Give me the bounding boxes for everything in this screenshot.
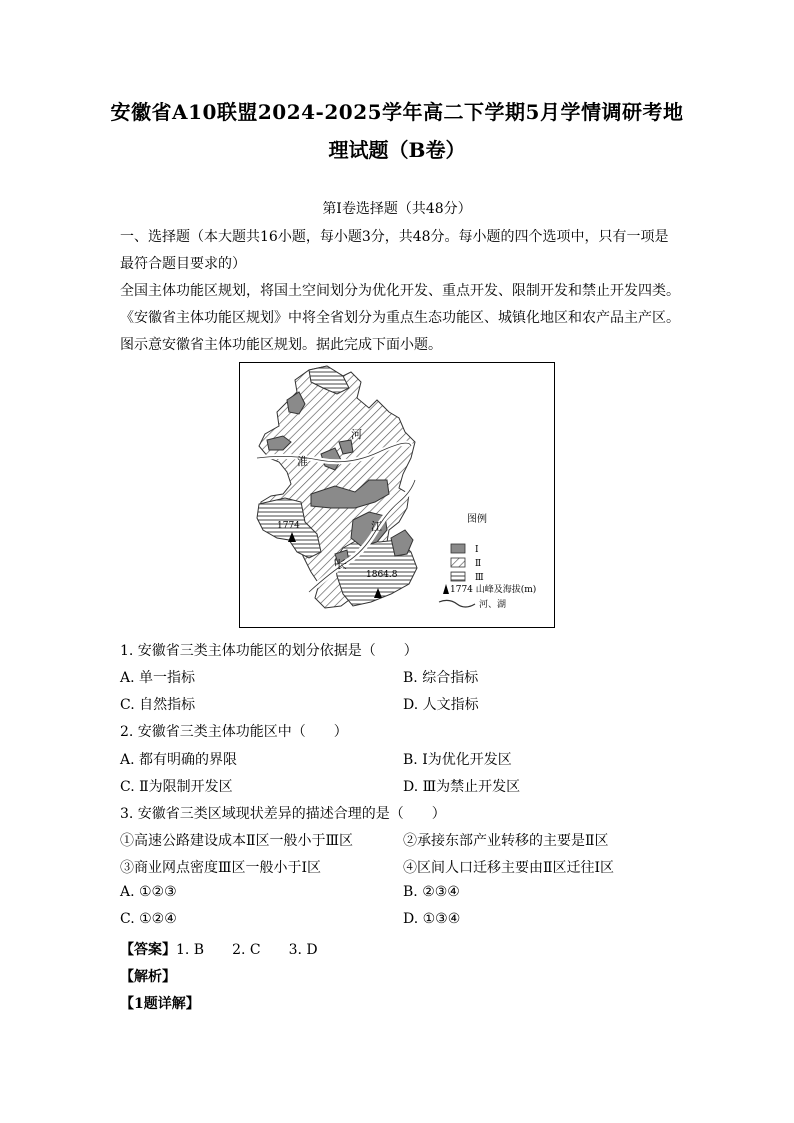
q1-option-a[interactable]: A. 单一指标 xyxy=(120,670,196,686)
instruction-line2: 最符合题目要求的） xyxy=(120,256,246,272)
q2-option-b[interactable]: B. Ⅰ为优化开发区 xyxy=(403,752,512,768)
analysis-heading: 【解析】 xyxy=(120,969,176,985)
map-label-chang: 长 xyxy=(336,558,347,571)
answer-values: 1. B 2. C 3. D xyxy=(176,942,318,958)
legend-zone-1: Ⅰ xyxy=(475,545,479,555)
q2-option-d[interactable]: D. Ⅲ为禁止开发区 xyxy=(403,779,521,795)
paper-title-line1: 安徽省A10联盟2024-2025学年高二下学期5月学情调研考地 xyxy=(110,100,684,124)
legend-zone-2: Ⅱ xyxy=(475,559,482,569)
q3-option-a[interactable]: A. ①②③ xyxy=(120,884,177,900)
legend-peak: 1774 山峰及海拔(m) xyxy=(450,585,537,595)
q1-option-b[interactable]: B. 综合指标 xyxy=(403,670,479,686)
peak-1774: 1774 xyxy=(277,521,300,531)
question-3-stem: 3. 安徽省三类区域现状差异的描述合理的是（ ） xyxy=(120,806,446,822)
map-label-he: 河 xyxy=(351,428,362,441)
material-line2: 《安徽省主体功能区规划》中将全省划分为重点生态功能区、城镇化地区和农产品主产区。 xyxy=(120,310,680,326)
detail-heading: 【1题详解】 xyxy=(120,996,200,1012)
question-2-stem: 2. 安徽省三类主体功能区中（ ） xyxy=(120,724,348,740)
anhui-function-zone-map xyxy=(239,362,555,628)
q1-option-c[interactable]: C. 自然指标 xyxy=(120,697,196,713)
instruction-line1: 一、选择题（本大题共16小题，每小题3分，共48分。每小题的四个选项中，只有一项是 xyxy=(120,229,669,245)
paper-title-line2: 理试题（B卷） xyxy=(328,138,466,162)
legend-zone-3: Ⅲ xyxy=(475,573,484,583)
peak-1864-8: 1864.8 xyxy=(366,570,398,580)
map-label-huai: 淮 xyxy=(297,455,308,468)
q2-option-a[interactable]: A. 都有明确的界限 xyxy=(120,752,238,768)
map-label-jiang: 江 xyxy=(371,520,382,533)
legend-title: 图例 xyxy=(467,514,487,525)
material-line3: 图示意安徽省主体功能区规划。据此完成下面小题。 xyxy=(120,337,442,353)
section-heading: 第Ⅰ卷选择题（共48分） xyxy=(322,201,472,217)
q3-option-b[interactable]: B. ②③④ xyxy=(403,884,460,900)
q3-option-c[interactable]: C. ①②④ xyxy=(120,911,177,927)
answer-line xyxy=(120,939,318,959)
q3-option-d[interactable]: D. ①③④ xyxy=(403,911,461,927)
q3-statement-2: ②承接东部产业转移的主要是Ⅱ区 xyxy=(403,833,609,849)
q3-statement-3: ③商业网点密度Ⅲ区一般小于Ⅰ区 xyxy=(120,860,322,876)
q3-statement-1: ①高速公路建设成本Ⅱ区一般小于Ⅲ区 xyxy=(120,833,354,849)
legend-river: 河、湖 xyxy=(479,600,507,610)
q3-statement-4: ④区间人口迁移主要由Ⅱ区迁往Ⅰ区 xyxy=(403,860,615,876)
material-line1: 全国主体功能区规划，将国土空间划分为优化开发、重点开发、限制开发和禁止开发四类。 xyxy=(120,283,680,299)
q1-option-d[interactable]: D. 人文指标 xyxy=(403,697,479,713)
question-1-stem: 1. 安徽省三类主体功能区的划分依据是（ ） xyxy=(120,643,418,659)
answer-label: 【答案】 xyxy=(120,942,176,958)
q2-option-c[interactable]: C. Ⅱ为限制开发区 xyxy=(120,779,233,795)
